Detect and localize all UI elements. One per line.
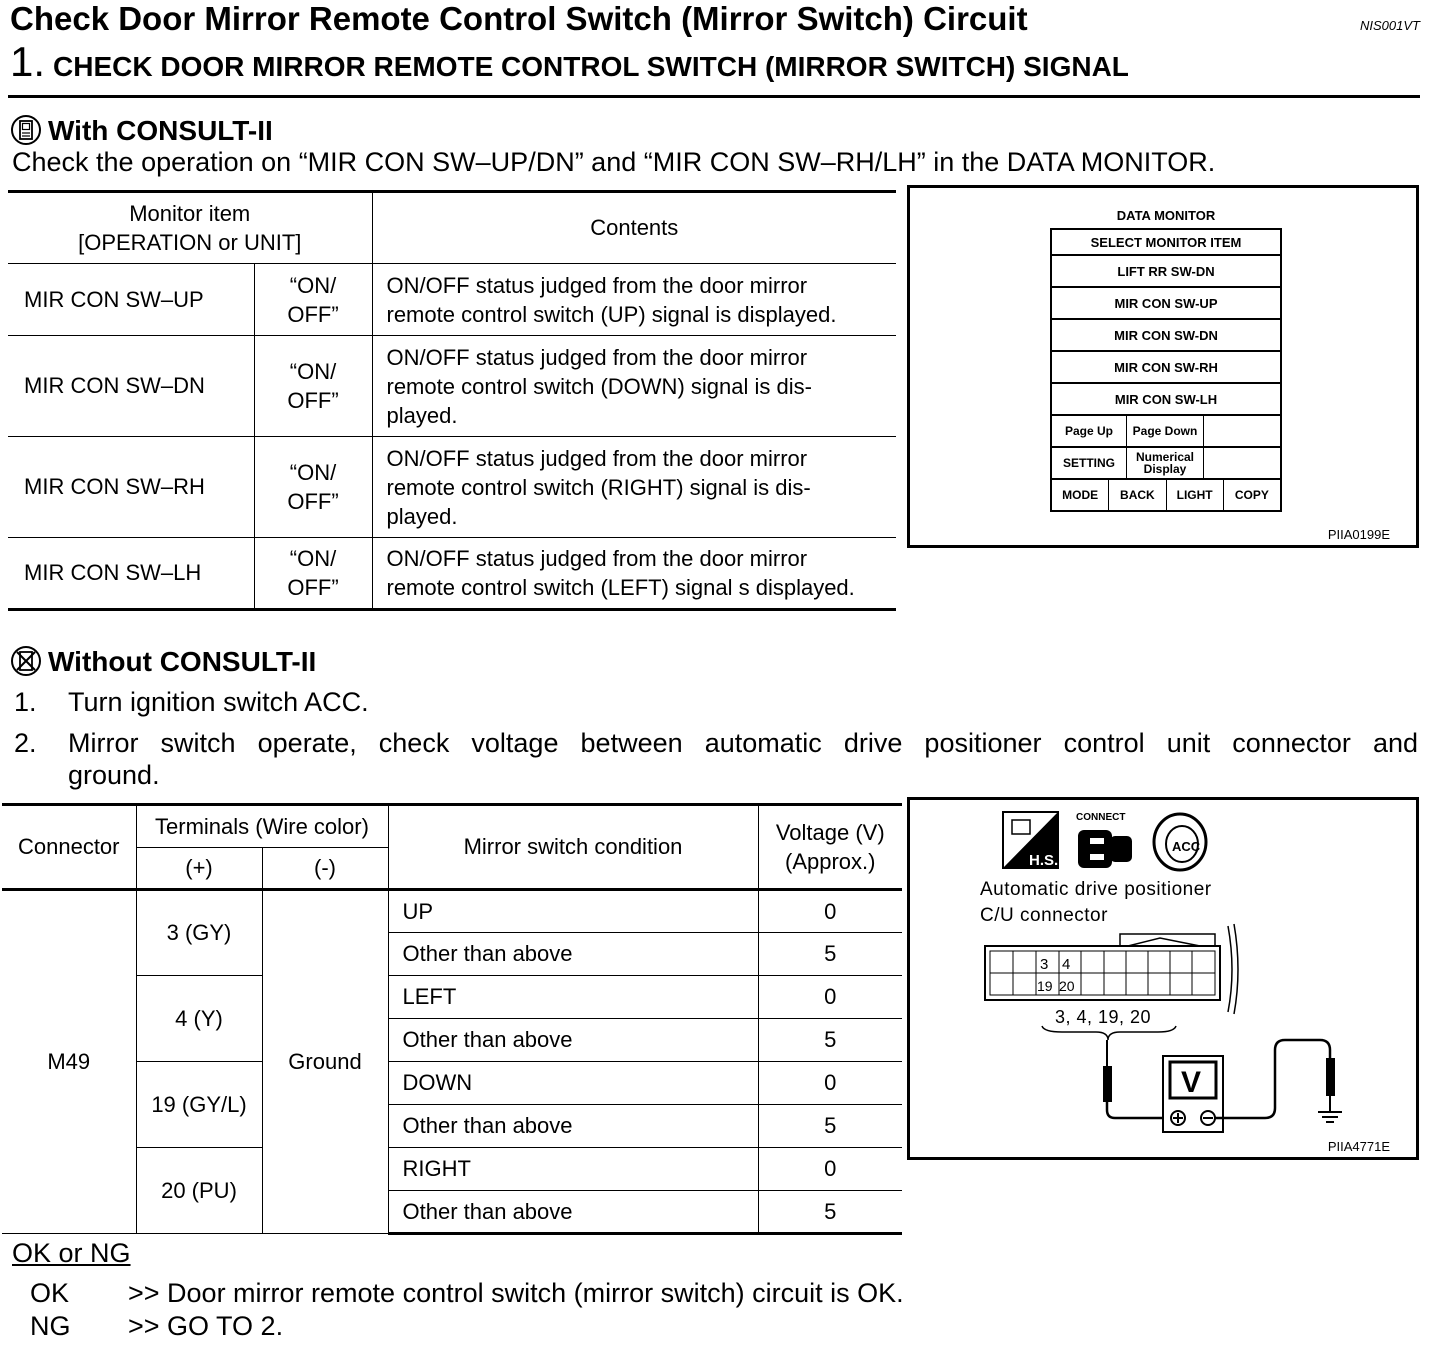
voltage-cell: 5 <box>758 933 902 976</box>
page-down-button: Page Down <box>1126 416 1203 446</box>
monitor-item-contents: ON/OFF status judged from the door mirror remote control switch (DOWN) signal is dis- played. <box>372 336 896 437</box>
document-code: NIS001VT <box>1360 18 1420 33</box>
monitor-item-contents: ON/OFF status judged from the door mirror remote control switch (RIGHT) signal is dis- played. <box>372 437 896 538</box>
monitor-list-item: MIR CON SW-UP <box>1050 288 1282 320</box>
voltage-header: Voltage (V) (Approx.) <box>758 805 902 890</box>
condition-cell: DOWN <box>388 1062 758 1105</box>
step-heading <box>10 38 1129 86</box>
voltage-cell: 0 <box>758 1148 902 1191</box>
ground-cell: Ground <box>262 890 388 1234</box>
terminal-cell: 4 (Y) <box>136 976 262 1062</box>
pin-label: 4 <box>1062 956 1071 973</box>
page-title: Check Door Mirror Remote Control Switch (Mirror Switch) Circuit <box>10 0 1028 37</box>
connect-icon <box>1076 812 1132 868</box>
table-row <box>2 890 902 933</box>
connector-cell: M49 <box>2 890 136 1234</box>
contents-header: Contents <box>372 192 896 264</box>
data-monitor-title: DATA MONITOR <box>1116 208 1216 223</box>
minus-header: (-) <box>262 848 388 890</box>
pin-bracket <box>1042 1026 1176 1040</box>
condition-cell: Other than above <box>388 1191 758 1234</box>
copy-button: COPY <box>1223 480 1280 510</box>
no-consult-tool-icon <box>10 645 42 677</box>
monitor-list-item: LIFT RR SW-DN <box>1050 256 1282 288</box>
ok-result-text: >> Door mirror remote control switch (mirror switch) circuit is OK. <box>128 1278 904 1308</box>
consult-tool-icon <box>10 114 42 146</box>
step-number-1: 1. <box>14 687 37 717</box>
figure-label-line1: Automatic drive positioner <box>980 879 1212 900</box>
harness-side-icon <box>1003 812 1058 869</box>
monitor-item-name: MIR CON SW–LH <box>24 560 202 585</box>
without-consult-heading-text: Without CONSULT-II <box>48 646 317 677</box>
terminals-header: Terminals (Wire color) <box>136 805 388 848</box>
terminal-cell: 3 (GY) <box>136 890 262 976</box>
ignition-acc-icon <box>1154 814 1206 870</box>
table-row <box>8 538 896 610</box>
without-consult-heading <box>10 645 316 678</box>
data-monitor-screen <box>1050 204 1282 512</box>
voltmeter-label: V <box>1181 1066 1202 1099</box>
monitor-item-name: MIR CON SW–DN <box>24 373 205 398</box>
monitor-item-contents: ON/OFF status judged from the door mirror remote control switch (UP) signal is displayed. <box>372 264 896 336</box>
pin-label: 20 <box>1059 978 1075 994</box>
ng-label: NG <box>30 1311 71 1341</box>
monitor-item-unit: “ON/ OFF” <box>254 538 372 610</box>
voltage-cell: 0 <box>758 890 902 933</box>
monitor-item-unit: “ON/ OFF” <box>254 264 372 336</box>
plus-header: (+) <box>136 848 262 890</box>
condition-cell: Other than above <box>388 1019 758 1062</box>
connect-label: CONNECT <box>1076 812 1126 823</box>
result-heading: OK or NG <box>12 1238 131 1268</box>
monitor-item-name: MIR CON SW–UP <box>24 286 204 312</box>
empty-cell <box>1203 448 1280 478</box>
light-button: LIGHT <box>1166 480 1223 510</box>
setting-button: SETTING <box>1062 456 1115 470</box>
page-up-button: Page Up <box>1064 424 1113 438</box>
connector-diagram <box>910 800 1416 1157</box>
numerical-display-button: Numerical Display <box>1126 448 1203 478</box>
section-divider <box>8 95 1420 98</box>
step-text-1: Turn ignition switch ACC. <box>68 687 369 717</box>
step-text-2-continued: ground. <box>68 760 160 790</box>
ok-label: OK <box>30 1278 70 1308</box>
figure-label-line2: C/U connector <box>980 905 1108 926</box>
condition-cell: RIGHT <box>388 1148 758 1191</box>
pin-label: 3 <box>1040 956 1049 973</box>
monitor-list-item: MIR CON SW-DN <box>1050 320 1282 352</box>
table-row <box>8 336 896 437</box>
connector-block <box>985 924 1238 1014</box>
data-monitor-figure <box>907 185 1419 548</box>
consult-heading <box>10 114 273 147</box>
select-monitor-item-header: SELECT MONITOR ITEM <box>1050 228 1282 256</box>
monitor-button-row <box>1050 416 1282 448</box>
condition-cell: UP <box>388 890 758 933</box>
monitor-button-row <box>1050 480 1282 512</box>
monitor-list-item: MIR CON SW-LH <box>1050 384 1282 416</box>
mode-button: MODE <box>1062 488 1099 502</box>
step-text-2: Mirror switch operate, check voltage between automatic drive positioner control unit connector and <box>68 728 1418 758</box>
consult-heading-text: With CONSULT-II <box>48 115 273 146</box>
monitor-item-unit: “ON/ OFF” <box>254 336 372 437</box>
monitor-button-row <box>1050 448 1282 480</box>
voltage-cell: 5 <box>758 1191 902 1234</box>
pin-label: 19 <box>1037 978 1053 994</box>
condition-cell: Other than above <box>388 933 758 976</box>
consult-instruction: Check the operation on “MIR CON SW–UP/DN” and “MIR CON SW–RH/LH” in the DATA MONITOR. <box>12 147 1216 177</box>
back-button: BACK <box>1108 480 1165 510</box>
condition-header: Mirror switch condition <box>388 805 758 890</box>
table-header-row <box>8 192 896 264</box>
hs-label: H.S. <box>1029 852 1059 869</box>
voltage-cell: 0 <box>758 1062 902 1105</box>
step-number-2: 2. <box>14 728 37 758</box>
terminal-cell: 19 (GY/L) <box>136 1062 262 1148</box>
voltage-table <box>2 803 902 1235</box>
figure-code: PIIA0199E <box>1327 527 1390 542</box>
voltage-cell: 0 <box>758 976 902 1019</box>
table-row <box>2 1062 902 1105</box>
monitor-item-unit: “ON/ OFF” <box>254 437 372 538</box>
table-row <box>2 1148 902 1191</box>
table-row <box>8 437 896 538</box>
acc-label: ACC <box>1172 839 1201 854</box>
terminal-cell: 20 (PU) <box>136 1148 262 1234</box>
connector-header: Connector <box>2 805 136 890</box>
voltage-cell: 5 <box>758 1105 902 1148</box>
voltage-cell: 5 <box>758 1019 902 1062</box>
figure-code: PIIA4771E <box>1327 1139 1390 1154</box>
condition-cell: Other than above <box>388 1105 758 1148</box>
step-number: 1. <box>10 38 46 85</box>
empty-cell <box>1203 416 1280 446</box>
step-title: CHECK DOOR MIRROR REMOTE CONTROL SWITCH (MIRROR SWITCH) SIGNAL <box>53 51 1129 82</box>
table-header-row <box>2 805 902 848</box>
voltmeter-circuit <box>1103 1040 1342 1132</box>
monitor-item-header: Monitor item [OPERATION or UNIT] <box>78 201 302 255</box>
monitor-item-contents: ON/OFF status judged from the door mirror remote control switch (LEFT) signal s displayed. <box>372 538 896 610</box>
monitor-list-item: MIR CON SW-RH <box>1050 352 1282 384</box>
connector-diagram-figure <box>907 797 1419 1160</box>
ng-result-text: >> GO TO 2. <box>128 1311 284 1341</box>
table-row <box>8 264 896 336</box>
monitor-item-table <box>8 190 896 611</box>
pin-list-label: 3, 4, 19, 20 <box>1055 1007 1152 1027</box>
table-row <box>2 976 902 1019</box>
condition-cell: LEFT <box>388 976 758 1019</box>
monitor-item-name: MIR CON SW–RH <box>24 474 205 499</box>
